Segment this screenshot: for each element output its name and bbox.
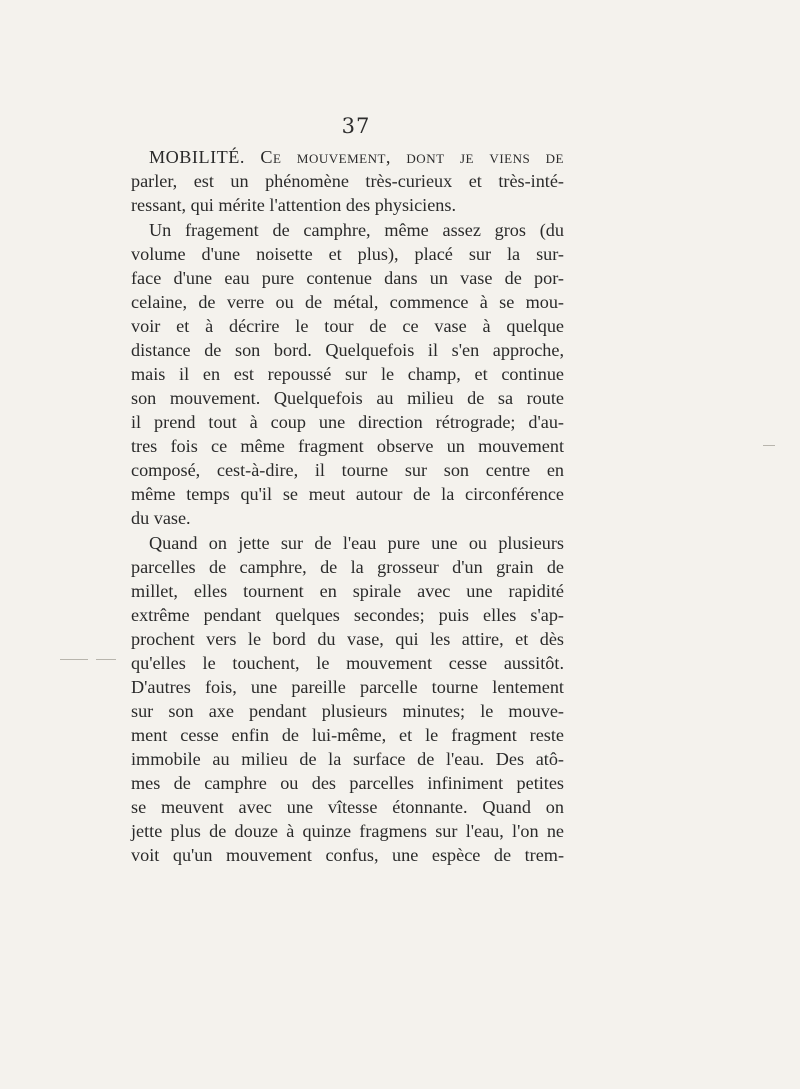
text-line: prochent vers le bord du vase, qui les attire, et dès bbox=[131, 629, 564, 649]
page-number: 37 bbox=[341, 114, 371, 138]
text-line: jette plus de douze à quinze fragmens sur l'eau, l'on ne bbox=[131, 821, 564, 841]
margin-dash bbox=[96, 659, 116, 660]
text-line: Un fragement de camphre, même assez gros (du bbox=[149, 220, 564, 240]
text-line: son mouvement. Quelquefois au milieu de sa route bbox=[131, 388, 564, 408]
text-line: millet, elles tournent en spirale avec une rapidité bbox=[131, 581, 564, 601]
text-line: du vase. bbox=[131, 508, 191, 528]
text-line: extrême pendant quelques secondes; puis elles s'ap- bbox=[131, 605, 564, 625]
text-line: même temps qu'il se meut autour de la circonférence bbox=[131, 484, 564, 504]
text-line: composé, cest-à-dire, il tourne sur son centre en bbox=[131, 460, 564, 480]
text-line: sur son axe pendant plusieurs minutes; le mouve- bbox=[131, 701, 564, 721]
margin-dash bbox=[60, 659, 88, 660]
text-line: voit qu'un mouvement confus, une espèce de trem- bbox=[131, 845, 564, 865]
text-line: MOBILITÉ. Ce mouvement, dont je viens de bbox=[149, 147, 564, 167]
text-line: voir et à décrire le tour de ce vase à quelque bbox=[131, 316, 564, 336]
text-line: ment cesse enfin de lui-même, et le fragment reste bbox=[131, 725, 564, 745]
text-line: immobile au milieu de la surface de l'eau. Des atô- bbox=[131, 749, 564, 769]
text-line: parcelles de camphre, de la grosseur d'un grain de bbox=[131, 557, 564, 577]
text-line: tres fois ce même fragment observe un mouvement bbox=[131, 436, 564, 456]
text-line: Quand on jette sur de l'eau pure une ou plusieurs bbox=[149, 533, 564, 553]
text-line: celaine, de verre ou de métal, commence à se mou- bbox=[131, 292, 564, 312]
text-line: parler, est un phénomène très-curieux et très-inté- bbox=[131, 171, 564, 191]
text-line: face d'une eau pure contenue dans un vase de por- bbox=[131, 268, 564, 288]
text-line: se meuvent avec une vîtesse étonnante. Quand on bbox=[131, 797, 564, 817]
text-line: mes de camphre ou des parcelles infiniment petites bbox=[131, 773, 564, 793]
text-line: il prend tout à coup une direction rétrograde; d'au- bbox=[131, 412, 564, 432]
text-line: qu'elles le touchent, le mouvement cesse aussitôt. bbox=[131, 653, 564, 673]
margin-dash bbox=[763, 445, 775, 446]
text-line: mais il en est repoussé sur le champ, et continue bbox=[131, 364, 564, 384]
text-line: volume d'une noisette et plus), placé sur la sur- bbox=[131, 244, 564, 264]
text-line: distance de son bord. Quelquefois il s'en approche, bbox=[131, 340, 564, 360]
text-line: D'autres fois, une pareille parcelle tourne lentement bbox=[131, 677, 564, 697]
text-line: ressant, qui mérite l'attention des physiciens. bbox=[131, 195, 457, 215]
